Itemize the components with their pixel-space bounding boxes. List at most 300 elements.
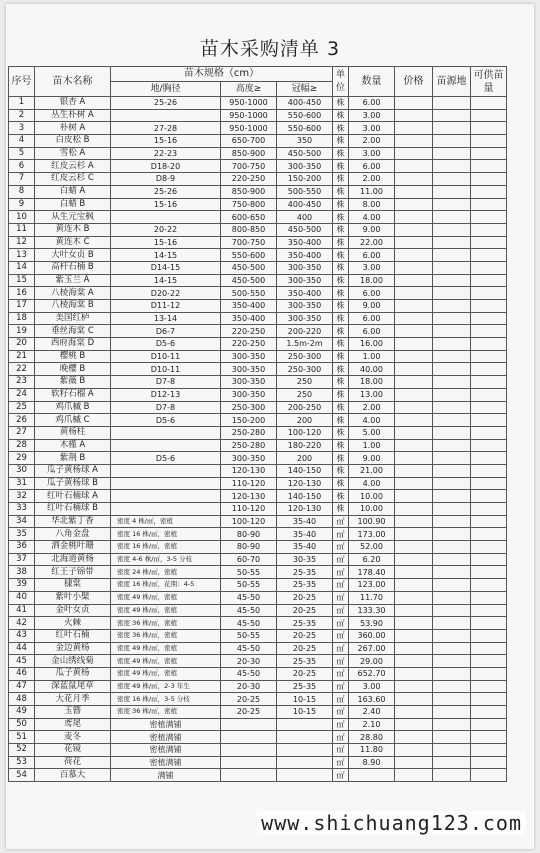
table-row [9, 185, 507, 198]
cell-name: 深蓝鼠尾草 [35, 680, 111, 693]
cell-trunk: 密植满铺 [111, 756, 221, 769]
cell-index: 35 [9, 528, 35, 541]
cell-quantity: 133.30 [349, 604, 395, 617]
cell-quantity: 21.00 [349, 464, 395, 477]
cell-trunk [111, 439, 221, 452]
cell-height: 850-900 [221, 147, 277, 160]
cell-quantity: 6.00 [349, 97, 395, 110]
cell-name: 朴树 A [35, 122, 111, 135]
cell-name: 红王子锦带 [35, 566, 111, 579]
cell-quantity: 3.00 [349, 680, 395, 693]
cell-index: 38 [9, 566, 35, 579]
table-row [9, 325, 507, 338]
cell-unit: 株 [333, 376, 349, 389]
cell-index: 51 [9, 731, 35, 744]
table-row [9, 97, 507, 110]
cell-trunk: 密度 36 株/㎡，密植 [111, 617, 221, 630]
cell-supply [471, 541, 507, 554]
cell-supply [471, 604, 507, 617]
cell-trunk: 密度 49 株/㎡，密植 [111, 604, 221, 617]
cell-supply [471, 274, 507, 287]
cell-quantity: 9.00 [349, 223, 395, 236]
table-row [9, 490, 507, 503]
cell-unit: 株 [333, 135, 349, 148]
cell-crown: 400 [277, 211, 333, 224]
cell-price [395, 147, 433, 160]
table-row [9, 261, 507, 274]
cell-height: 20-25 [221, 693, 277, 706]
cell-height: 500-550 [221, 287, 277, 300]
cell-trunk: D20-22 [111, 287, 221, 300]
cell-price [395, 325, 433, 338]
cell-index: 48 [9, 693, 35, 706]
cell-supply [471, 490, 507, 503]
cell-crown: 250 [277, 388, 333, 401]
cell-unit: ㎡ [333, 693, 349, 706]
cell-index: 12 [9, 236, 35, 249]
cell-name: 银杏 A [35, 97, 111, 110]
cell-height: 50-55 [221, 579, 277, 592]
cell-height: 300-350 [221, 350, 277, 363]
cell-unit: 株 [333, 350, 349, 363]
cell-index: 25 [9, 401, 35, 414]
cell-crown: 100-120 [277, 426, 333, 439]
cell-index: 28 [9, 439, 35, 452]
header-price: 价格 [395, 67, 433, 97]
header-spec-crown: 冠幅≥ [277, 82, 333, 97]
cell-origin [433, 579, 471, 592]
table-row [9, 122, 507, 135]
cell-height: 60-70 [221, 553, 277, 566]
cell-crown: 20-25 [277, 667, 333, 680]
table-row [9, 274, 507, 287]
cell-height: 120-130 [221, 490, 277, 503]
table-row [9, 528, 507, 541]
cell-origin [433, 198, 471, 211]
cell-price [395, 591, 433, 604]
cell-origin [433, 718, 471, 731]
cell-origin [433, 261, 471, 274]
cell-trunk: D10-11 [111, 350, 221, 363]
cell-origin [433, 300, 471, 313]
cell-supply [471, 528, 507, 541]
cell-index: 49 [9, 706, 35, 719]
cell-height: 80-90 [221, 541, 277, 554]
cell-crown: 200-250 [277, 401, 333, 414]
table-row [9, 376, 507, 389]
cell-index: 32 [9, 490, 35, 503]
cell-quantity: 11.00 [349, 185, 395, 198]
cell-price [395, 122, 433, 135]
cell-supply [471, 629, 507, 642]
table-row [9, 236, 507, 249]
cell-name: 紫荆 B [35, 452, 111, 465]
cell-crown: 20-25 [277, 604, 333, 617]
cell-name: 红叶石楠 [35, 629, 111, 642]
cell-unit: 株 [333, 122, 349, 135]
cell-name: 大花月季 [35, 693, 111, 706]
table-row [9, 211, 507, 224]
cell-quantity: 52.00 [349, 541, 395, 554]
cell-crown: 350-400 [277, 236, 333, 249]
cell-height: 950-1000 [221, 97, 277, 110]
cell-unit: 株 [333, 160, 349, 173]
header-origin: 苗源地 [433, 67, 471, 97]
cell-supply [471, 287, 507, 300]
cell-price [395, 426, 433, 439]
cell-index: 46 [9, 667, 35, 680]
cell-price [395, 553, 433, 566]
cell-trunk: 密度 16 株/㎡，3-5 分枝 [111, 693, 221, 706]
cell-supply [471, 249, 507, 262]
cell-height: 250-280 [221, 439, 277, 452]
cell-supply [471, 439, 507, 452]
cell-price [395, 452, 433, 465]
cell-price [395, 680, 433, 693]
cell-crown: 25-35 [277, 566, 333, 579]
cell-crown: 300-350 [277, 261, 333, 274]
cell-origin [433, 617, 471, 630]
cell-supply [471, 325, 507, 338]
cell-height: 600-650 [221, 211, 277, 224]
cell-name: 鸢尾 [35, 718, 111, 731]
cell-index: 33 [9, 503, 35, 516]
cell-origin [433, 388, 471, 401]
table-row [9, 363, 507, 376]
table-row [9, 680, 507, 693]
cell-index: 4 [9, 135, 35, 148]
cell-origin [433, 426, 471, 439]
cell-supply [471, 706, 507, 719]
cell-trunk: 密植满铺 [111, 744, 221, 757]
cell-name: 红叶石楠球 B [35, 503, 111, 516]
cell-trunk: 满铺 [111, 769, 221, 782]
cell-unit: ㎡ [333, 629, 349, 642]
cell-crown: 140-150 [277, 490, 333, 503]
table-row [9, 756, 507, 769]
table-row [9, 693, 507, 706]
cell-index: 34 [9, 515, 35, 528]
cell-unit: 株 [333, 300, 349, 313]
cell-height: 750-800 [221, 198, 277, 211]
cell-origin [433, 414, 471, 427]
cell-crown: 25-35 [277, 579, 333, 592]
cell-trunk: 15-16 [111, 198, 221, 211]
cell-index: 47 [9, 680, 35, 693]
cell-name: 雪松 A [35, 147, 111, 160]
cell-index: 30 [9, 464, 35, 477]
cell-quantity: 2.00 [349, 135, 395, 148]
cell-quantity: 10.00 [349, 490, 395, 503]
cell-crown: 250-300 [277, 350, 333, 363]
cell-origin [433, 122, 471, 135]
cell-trunk: 密度 16 株/㎡，密植 [111, 541, 221, 554]
cell-name: 木槿 A [35, 439, 111, 452]
cell-quantity: 267.00 [349, 642, 395, 655]
cell-origin [433, 249, 471, 262]
cell-height: 350-400 [221, 300, 277, 313]
cell-supply [471, 731, 507, 744]
cell-index: 45 [9, 655, 35, 668]
cell-unit: 株 [333, 312, 349, 325]
cell-crown: 200 [277, 414, 333, 427]
cell-name: 樱桃 B [35, 350, 111, 363]
cell-supply [471, 414, 507, 427]
cell-supply [471, 401, 507, 414]
cell-height: 850-900 [221, 185, 277, 198]
cell-unit: 株 [333, 426, 349, 439]
cell-index: 18 [9, 312, 35, 325]
cell-crown: 400-450 [277, 198, 333, 211]
cell-crown: 10-15 [277, 693, 333, 706]
cell-supply [471, 426, 507, 439]
cell-price [395, 604, 433, 617]
table-row [9, 147, 507, 160]
cell-supply [471, 261, 507, 274]
cell-name: 红皮云杉 A [35, 160, 111, 173]
table-row [9, 464, 507, 477]
cell-height: 50-55 [221, 629, 277, 642]
cell-price [395, 236, 433, 249]
cell-trunk: D18-20 [111, 160, 221, 173]
cell-height: 110-120 [221, 477, 277, 490]
cell-supply [471, 680, 507, 693]
cell-quantity: 6.00 [349, 312, 395, 325]
cell-unit: 株 [333, 173, 349, 186]
cell-name: 红皮云杉 C [35, 173, 111, 186]
cell-origin [433, 680, 471, 693]
cell-height: 110-120 [221, 503, 277, 516]
cell-unit: 株 [333, 503, 349, 516]
cell-height [221, 744, 277, 757]
cell-index: 24 [9, 388, 35, 401]
cell-supply [471, 617, 507, 630]
table-row [9, 426, 507, 439]
cell-unit: ㎡ [333, 655, 349, 668]
table-row [9, 287, 507, 300]
cell-height [221, 769, 277, 782]
cell-index: 3 [9, 122, 35, 135]
cell-supply [471, 109, 507, 122]
table-row [9, 439, 507, 452]
cell-name: 火棘 [35, 617, 111, 630]
cell-index: 19 [9, 325, 35, 338]
cell-name: 黄连木 C [35, 236, 111, 249]
cell-crown: 200 [277, 452, 333, 465]
cell-index: 6 [9, 160, 35, 173]
cell-supply [471, 135, 507, 148]
cell-name: 从生元宝枫 [35, 211, 111, 224]
cell-crown: 120-130 [277, 477, 333, 490]
table-row [9, 452, 507, 465]
cell-index: 5 [9, 147, 35, 160]
header-supply: 可供苗量 [471, 67, 507, 97]
cell-unit: 株 [333, 198, 349, 211]
cell-index: 53 [9, 756, 35, 769]
table-row [9, 477, 507, 490]
cell-origin [433, 236, 471, 249]
cell-origin [433, 350, 471, 363]
cell-origin [433, 325, 471, 338]
cell-quantity: 6.20 [349, 553, 395, 566]
cell-quantity: 29.00 [349, 655, 395, 668]
cell-trunk: 密度 49 株/㎡，密植 [111, 655, 221, 668]
cell-crown: 35-40 [277, 541, 333, 554]
cell-quantity: 9.00 [349, 452, 395, 465]
cell-trunk [111, 211, 221, 224]
cell-quantity [349, 769, 395, 782]
cell-price [395, 401, 433, 414]
cell-quantity: 53.90 [349, 617, 395, 630]
cell-trunk [111, 109, 221, 122]
cell-trunk: D5-6 [111, 414, 221, 427]
table-row [9, 198, 507, 211]
cell-supply [471, 553, 507, 566]
cell-unit: ㎡ [333, 731, 349, 744]
cell-crown: 20-25 [277, 591, 333, 604]
cell-price [395, 223, 433, 236]
cell-unit: ㎡ [333, 591, 349, 604]
cell-crown: 300-350 [277, 160, 333, 173]
cell-quantity: 2.40 [349, 706, 395, 719]
cell-origin [433, 464, 471, 477]
cell-name: 百慕大 [35, 769, 111, 782]
table-body [9, 97, 507, 782]
cell-unit: ㎡ [333, 579, 349, 592]
cell-name: 紫叶小檗 [35, 591, 111, 604]
cell-unit: 株 [333, 477, 349, 490]
cell-trunk: 22-23 [111, 147, 221, 160]
cell-unit: 株 [333, 414, 349, 427]
cell-quantity: 3.00 [349, 261, 395, 274]
header-name: 苗木名称 [35, 67, 111, 97]
cell-trunk: 13-14 [111, 312, 221, 325]
cell-trunk: 14-15 [111, 249, 221, 262]
cell-origin [433, 185, 471, 198]
cell-height: 220-250 [221, 338, 277, 351]
cell-price [395, 579, 433, 592]
cell-price [395, 109, 433, 122]
cell-price [395, 477, 433, 490]
cell-crown: 20-25 [277, 629, 333, 642]
cell-name: 瓜子黄杨球 A [35, 464, 111, 477]
cell-price [395, 439, 433, 452]
cell-supply [471, 566, 507, 579]
cell-index: 21 [9, 350, 35, 363]
cell-index: 7 [9, 173, 35, 186]
cell-unit: 株 [333, 274, 349, 287]
cell-height: 300-350 [221, 376, 277, 389]
cell-quantity: 13.00 [349, 388, 395, 401]
cell-index: 52 [9, 744, 35, 757]
cell-origin [433, 693, 471, 706]
cell-crown: 450-500 [277, 223, 333, 236]
table-row [9, 160, 507, 173]
cell-unit: ㎡ [333, 769, 349, 782]
cell-unit: ㎡ [333, 528, 349, 541]
cell-height: 45-50 [221, 604, 277, 617]
cell-price [395, 655, 433, 668]
cell-height [221, 718, 277, 731]
cell-index: 20 [9, 338, 35, 351]
cell-height: 220-250 [221, 173, 277, 186]
cell-price [395, 185, 433, 198]
cell-index: 44 [9, 642, 35, 655]
cell-origin [433, 376, 471, 389]
cell-origin [433, 503, 471, 516]
cell-unit: 株 [333, 287, 349, 300]
cell-unit: 株 [333, 185, 349, 198]
cell-name: 黄杨柱 [35, 426, 111, 439]
cell-supply [471, 388, 507, 401]
table-row [9, 744, 507, 757]
cell-origin [433, 756, 471, 769]
table-row [9, 338, 507, 351]
cell-name: 白皮松 B [35, 135, 111, 148]
cell-origin [433, 363, 471, 376]
table-row [9, 579, 507, 592]
table-row [9, 731, 507, 744]
cell-name: 金边黄杨 [35, 642, 111, 655]
cell-unit: 株 [333, 236, 349, 249]
table-row [9, 642, 507, 655]
cell-origin [433, 769, 471, 782]
cell-origin [433, 287, 471, 300]
cell-quantity: 4.00 [349, 211, 395, 224]
table-row [9, 604, 507, 617]
cell-quantity: 2.00 [349, 401, 395, 414]
cell-price [395, 414, 433, 427]
cell-index: 50 [9, 718, 35, 731]
cell-index: 17 [9, 300, 35, 313]
cell-quantity: 11.80 [349, 744, 395, 757]
table-row [9, 655, 507, 668]
cell-index: 11 [9, 223, 35, 236]
cell-unit: ㎡ [333, 617, 349, 630]
cell-name: 洒金桃叶珊 [35, 541, 111, 554]
cell-unit: 株 [333, 401, 349, 414]
cell-origin [433, 312, 471, 325]
cell-index: 42 [9, 617, 35, 630]
cell-quantity: 4.00 [349, 414, 395, 427]
cell-name: 麦冬 [35, 731, 111, 744]
table-row [9, 503, 507, 516]
cell-crown: 35-40 [277, 528, 333, 541]
cell-height: 450-500 [221, 261, 277, 274]
cell-quantity: 5.00 [349, 426, 395, 439]
cell-name: 北海道黄杨 [35, 553, 111, 566]
cell-price [395, 706, 433, 719]
cell-supply [471, 591, 507, 604]
cell-unit: ㎡ [333, 744, 349, 757]
cell-crown: 180-220 [277, 439, 333, 452]
watermark: www.shichuang123.com [257, 811, 526, 835]
cell-crown: 550-600 [277, 109, 333, 122]
table-row [9, 718, 507, 731]
cell-supply [471, 223, 507, 236]
cell-origin [433, 515, 471, 528]
table-row [9, 300, 507, 313]
cell-supply [471, 338, 507, 351]
cell-height: 120-130 [221, 464, 277, 477]
cell-crown: 300-350 [277, 274, 333, 287]
cell-origin [433, 655, 471, 668]
cell-price [395, 667, 433, 680]
cell-price [395, 376, 433, 389]
cell-supply [471, 667, 507, 680]
cell-unit: 株 [333, 338, 349, 351]
table-row [9, 388, 507, 401]
